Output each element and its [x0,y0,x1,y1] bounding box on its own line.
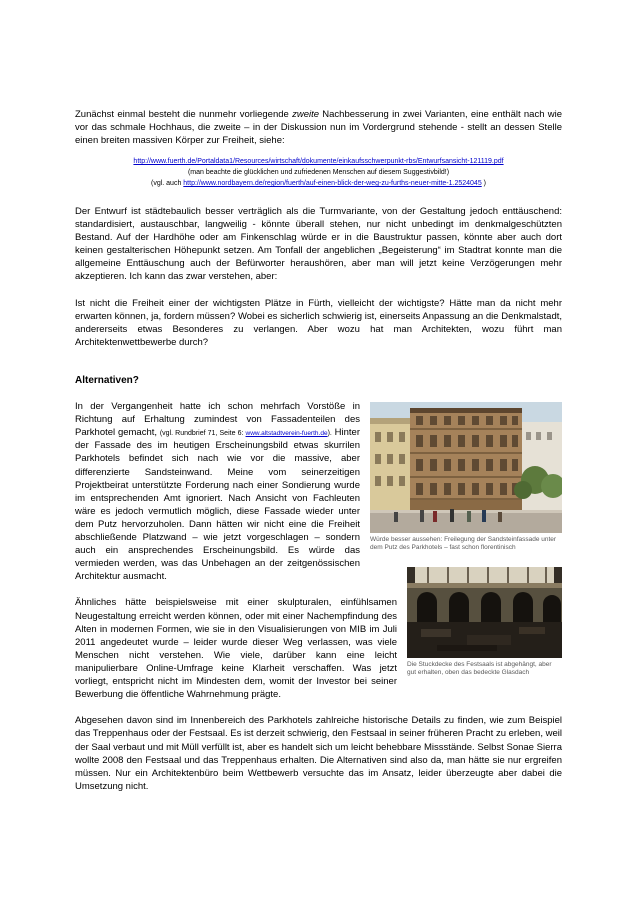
paragraph-freiheit: Ist nicht die Freiheit einer der wichtigsten Plätze in Fürth, vielleicht der wichtigste? Hätte man da nicht mehr erwarten können, ja, fordern müssen? Wobei es sicherlich schwierig ist, einerseits Anpassung an die Denkmalstadt, andererseits etwas Besonderes zu verlangen. Aber wozu hat man Architekten, wozu führt man Architektenwettbewerbe durch? [75,297,562,348]
heading-alternativen: Alternativen? [75,374,139,386]
suggestivbild-note: (man beachte die glücklichen und zufriedenen Menschen auf diesem Suggestivbild!) [187,169,450,177]
entwurfsansicht-pdf-link[interactable]: http://www.fuerth.de/Portaldata1/Resources/wirtschaft/dokumente/einkaufsschwerpunkt-rbs/Entwurfsansicht-121119.pdf [133,158,504,166]
nordbayern-article-link[interactable]: http://www.nordbayern.de/region/fuerth/auf-einen-blick-der-weg-zu-furths-neuer-mitte-1.2524045 [183,180,482,188]
figure-festsaal [407,567,562,678]
rundbrief-link[interactable]: www.altstadtverein-fuerth.de [245,430,328,438]
intro-emphasis: zweite [292,109,320,120]
vgl-prefix: (vgl. auch [150,180,184,188]
pdf-link-line [75,157,562,168]
paragraph-aehnliches: Ähnliches hätte beispielsweise mit einer skulpturalen, einfühlsamen Neugestaltung erreicht werden können, oder mit einer Nachempfindung des Alten in modernen Formen, wie sie in den Visualisierungen von MIB im Juli 2011 angedeutet wurde – leider wurde dieser Weg verlassen, was viele Menschen nicht verstehen. Wie viele, darüber kann eine leicht manipulierbare Online-Umfrage keine Klarheit verschaffen. Was jetzt vorliegt, entspricht nicht im Mindesten dem, womit der Investor bei seiner Bewerbung die öffentliche Wahrnehmung prägte. [75,597,397,701]
figure-festsaal-caption: Die Stuckdecke des Festsaals ist abgehängt, aber gut erhalten, oben das bedeckte Glasdach [407,660,552,677]
paragraph-entwurf: Der Entwurf ist städtebaulich besser verträglich als die Turmvariante, von der Gestaltung jedoch enttäuschend: standardisiert, austauschbar, langweilig - könnte überall stehen, nur nicht unbedingt im denkmalgeschützten Bestand. Auf der Hardhöhe oder am Finkenschlag würde er in die Baustruktur passen, könnte aber auch dort keinen gestalterischen Höhepunkt setzen. Am Tonfall der angeblichen „Begeisterung“ im Stadtrat konnte man die allgemeine Enttäuschung auch der Befürworter heraushören, aber man will jetzt keine Verzögerungen mehr akzeptieren. Ich kann das zwar verstehen, aber: [75,205,562,283]
rundbrief-ref-prefix: (vgl. Rundbrief 71, Seite 6: [159,430,246,438]
parkhotel-photo [370,402,562,533]
rundbrief-ref-suffix: ). [327,430,332,438]
intro-text-1: Zunächst einmal besteht die nunmehr vorliegende [75,109,293,120]
figure-parkhotel [370,402,562,553]
figure-parkhotel-caption: Würde besser aussehen: Freilegung der Sandsteinfassade unter dem Putz des Parkhotels – fast schon florentinisch [370,535,557,552]
festsaal-photo [407,567,562,658]
link-block [75,157,562,190]
vgl-line [75,179,562,190]
vergangenheit-text-1: In der Vergangenheit hatte ich schon mehrfach Vorstöße in Richtung auf Erhaltung zumindest von Fassadenteilen des Parkhotel gemacht, [75,400,360,439]
vergangenheit-text-2: Hinter der Fassade des im heutigen Erscheinungsbild etwas skurrilen Parkhotels befindet sich nach wie vor die massive, aber differenzierte Sandsteinwand. Meine vom seinerzeitigen Projektbeirat unterstützte Forderung nach einer Sondierung wurde im entsprechenden Amt ignoriert. Nach Ansicht von Fachleuten wäre es jedoch vermutlich möglich, diese Fassade wieder unter dem Putz hervorzuholen. Dann hätten wir nicht eine die Freiheit abschließende Platzwand – wie jetzt vorgeschlagen – sondern auch ein ansprechendes Erscheinungsbild. Es würde das vermieden werden, was das Unbehagen an der zeitgenössischen Architektur ausmacht. [75,427,360,583]
paragraph-abgesehen: Abgesehen davon sind im Innenbereich des Parkhotels zahlreiche historische Details zu finden, wie zum Beispiel das Treppenhaus oder der Festsaal. Es ist derzeit schwierig, den Festsaal in seiner früheren Pracht zu erleben, weil der Saal verbaut und mit Müll verfüllt ist, aber es handelt sich um leicht behebbare Missstände. Selbst Sonae Sierra wollte 2008 den Festsaal und das Treppenhaus erhalten. Die Alternativen sind also da, man hätte sie nur ergreifen müssen. Nur ein Architektenbüro beim Wettbewerb versuchte das im Ansatz, leider überzeugte aber dabei die Umsetzung nicht. [75,715,562,792]
paragraph-intro [75,108,562,147]
intro-text-2: Nachbesserung in zwei Varianten, eine enthält nach wie vor das schmale Hochhaus, die zweite – in der Diskussion nun im Vordergrund stehende - stellt an dessen Stelle einen breiten massiven Körper zur Freiheit, siehe: [75,109,563,147]
vgl-suffix: ) [481,180,486,188]
